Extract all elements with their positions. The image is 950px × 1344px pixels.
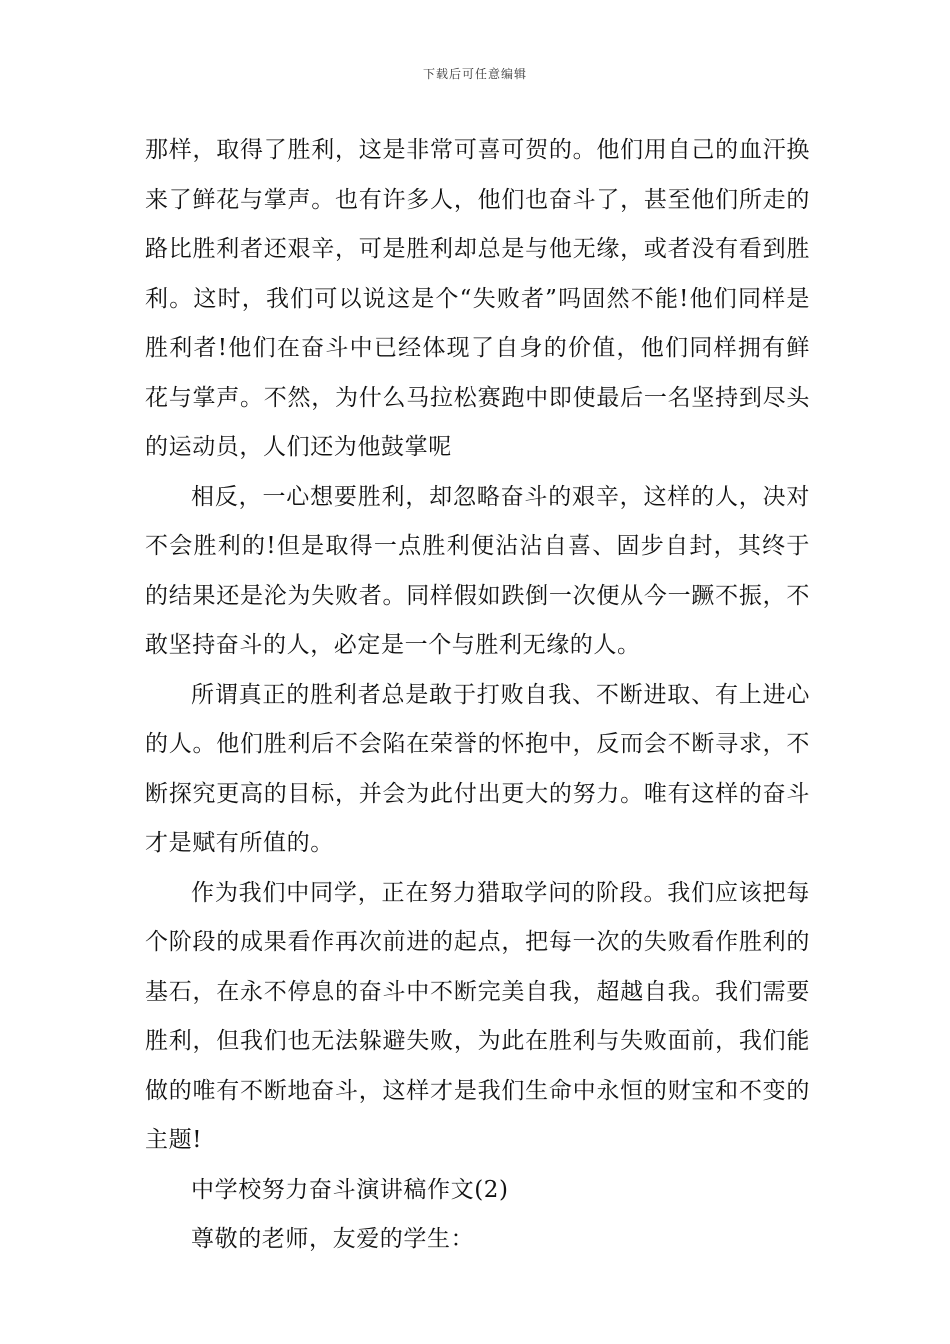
paragraph-3: 所谓真正的胜利者总是敢于打败自我、不断进取、有上进心的人。他们胜利后不会陷在荣誉的怀抱中，反而会不断寻求，不断探究更高的目标，并会为此付出更大的努力。唯有这样的奋斗才是赋有所值的。 <box>145 681 810 856</box>
section-title: 中学校努力奋斗演讲稿作文(2) <box>191 1176 509 1203</box>
page-header <box>0 66 950 82</box>
paragraph-4: 作为我们中同学，正在努力猎取学问的阶段。我们应该把每个阶段的成果看作再次前进的起点，把每一次的失败看作胜利的基石，在永不停息的奋斗中不断完美自我，超越自我。我们需要胜利，但我们也无法躲避失败，为此在胜利与失败面前，我们能做的唯有不断地奋斗，这样才是我们生命中永恒的财宝和不变的主题! <box>145 879 810 1153</box>
paragraph-1: 那样，取得了胜利，这是非常可喜可贺的。他们用自己的血汗换来了鲜花与掌声。也有许多人，他们也奋斗了，甚至他们所走的路比胜利者还艰辛，可是胜利却总是与他无缘，或者没有看到胜利。这时，我们可以说这是个“失败者”吗固然不能!他们同样是胜利者!他们在奋斗中已经体现了自身的价值，他们同样拥有鲜花与掌声。不然，为什么马拉松赛跑中即使最后一名坚持到尽头的运动员，人们还为他鼓掌呢 <box>145 137 810 460</box>
paragraph-2: 相反，一心想要胜利，却忽略奋斗的艰辛，这样的人，决对不会胜利的!但是取得一点胜利便沾沾自喜、固步自封，其终于的结果还是沦为失败者。同样假如跌倒一次便从今一蹶不振，不敢坚持奋斗的人，必定是一个与胜利无缘的人。 <box>145 483 810 658</box>
document-body <box>145 126 810 1265</box>
salutation: 尊敬的老师，友爱的学生： <box>191 1226 475 1252</box>
header-note: 下载后可任意编辑 <box>422 67 527 81</box>
